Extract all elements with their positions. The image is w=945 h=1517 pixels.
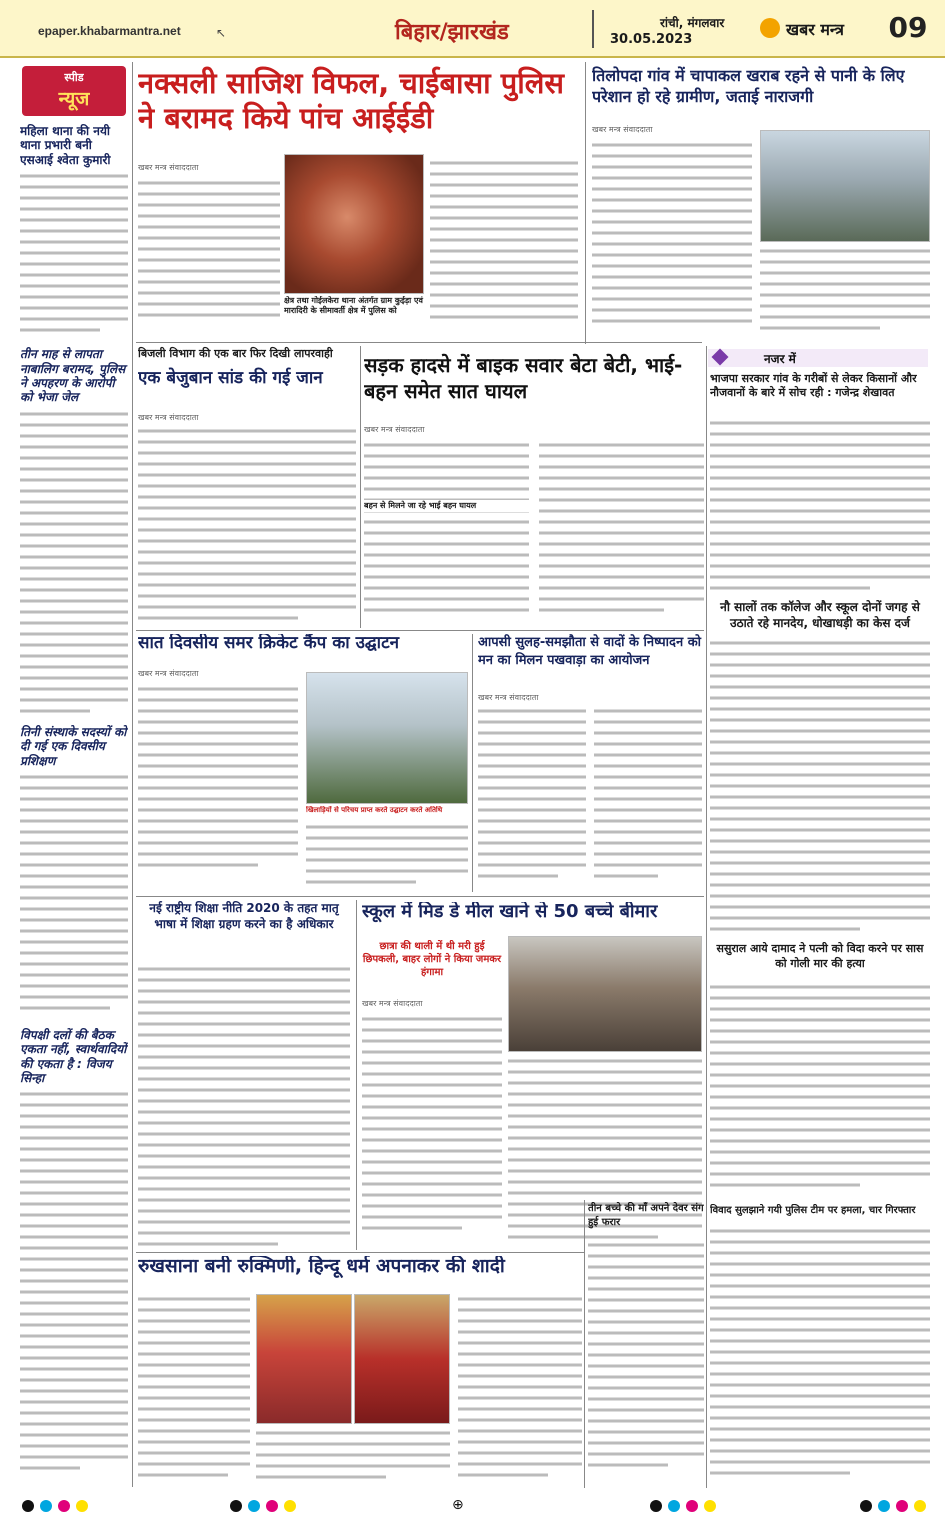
text-lines (710, 638, 930, 938)
registration-dot-icon (704, 1500, 716, 1512)
registration-dot-icon (40, 1500, 52, 1512)
vivad-headline[interactable]: विवाद सुलझाने गयी पुलिस टीम पर हमला, चार गिरफ्तार (710, 1205, 916, 1216)
damad-headline[interactable]: ससुराल आये दामाद ने पत्नी को विदा करने पर सास को गोली मार की हत्या (716, 942, 924, 970)
row-rule (136, 1252, 584, 1253)
section-title: बिहार/झारखंड (395, 20, 509, 45)
tilopada-headline-block (592, 66, 930, 124)
text-lines (138, 426, 356, 626)
vivad-headline-block (710, 1204, 930, 1224)
text-lines (138, 1294, 250, 1488)
text-lines (364, 440, 704, 626)
lead-body-col2 (430, 158, 578, 328)
page-number: 09 (888, 11, 928, 44)
row-rule (136, 342, 702, 343)
cricket-body-col1 (138, 684, 298, 884)
college-headline-block (710, 600, 930, 636)
cricket-byline: खबर मन्त्र संवाददाता (138, 669, 199, 678)
lead-headline[interactable]: नक्सली साजिश विफल, चाईबासा पुलिस ने बरामद किये पांच आईईडी (138, 66, 565, 135)
tilopada-body-col1 (592, 140, 752, 340)
column-rule (132, 62, 133, 1487)
text-lines (760, 246, 930, 340)
badge-top: स्पीड (64, 71, 84, 84)
bijli-headline[interactable]: एक बेजुबान सांड की गई जान (138, 368, 323, 388)
cricket-caption: खिलाड़ियों से परिचय प्राप्त करते उद्घाटन करते अतिथि (306, 806, 443, 814)
text-lines (138, 684, 298, 884)
row-rule (136, 896, 704, 897)
text-lines (710, 418, 930, 596)
text-lines (478, 706, 702, 892)
text-lines (458, 1294, 582, 1488)
shiksha-headline-block (138, 900, 350, 960)
sadak-headline[interactable]: सड़क हादसे में बाइक सवार बेटा बेटी, भाई-बहन समेत सात घायल (364, 353, 683, 403)
devar-headline-block (588, 1202, 704, 1238)
rukhsana-body-col1 (138, 1294, 250, 1488)
registration-dot-icon (22, 1500, 34, 1512)
sadak-byline: खबर मन्त्र संवाददाता (364, 425, 425, 434)
pakhwada-body (478, 706, 702, 892)
bride-photo (354, 1294, 450, 1424)
registration-dot-icon (248, 1500, 260, 1512)
vivad-body (710, 1226, 930, 1488)
text-lines (20, 171, 128, 341)
nazar-headline[interactable]: भाजपा सरकार गांव के गरीबों से लेकर किसानों और नौजवानों के बारे में सोच रही : गजेन्द्र शेखावत (710, 372, 917, 400)
devar-headline[interactable]: तीन बच्चे की माँ अपने देवर संग हुई फरार (588, 1203, 704, 1228)
mdm-kicker: छात्रा की थाली में थी मरी हुई छिपकली, बाहर लोगों ने किया जमकर हंगामा (362, 941, 502, 978)
text-lines (20, 772, 128, 1022)
cricket-headline[interactable]: सात दिवसीय समर क्रिकेट कैंप का उद्घाटन (138, 634, 400, 653)
cricket-caption-block (306, 806, 468, 818)
sidebar-story-headline[interactable]: तीन माह से लापता नाबालिग बरामद, पुलिस ने अपहरण के आरोपी को भेजा जेल (20, 347, 126, 405)
tilopada-byline-block (592, 124, 742, 138)
registration-dot-icon (284, 1500, 296, 1512)
tilopada-headline[interactable]: तिलोपदा गांव में चापाकल खराब रहने से पानी के लिए परेशान हो रहे ग्रामीण, जताई नाराजगी (592, 66, 905, 106)
sidebar-story-headline[interactable]: तिनी संस्थाके सदस्यों को दी गई एक दिवसीय प्रशिक्षण (20, 724, 127, 768)
sidebar-story-body (20, 409, 128, 719)
bijli-byline-block (138, 412, 258, 424)
registration-dot-icon (860, 1500, 872, 1512)
text-lines (362, 1014, 502, 1250)
mdm-byline: खबर मन्त्र संवाददाता (362, 999, 423, 1008)
badge-bottom: न्यूज (58, 88, 90, 110)
text-lines (588, 1240, 704, 1488)
text-lines (430, 158, 578, 328)
cricket-body-col2 (306, 822, 468, 892)
text-lines (138, 178, 280, 328)
column-rule (584, 1200, 585, 1488)
pakhwada-byline: खबर मन्त्र संवाददाता (478, 693, 539, 702)
row-rule (136, 630, 704, 631)
pakhwada-byline-block (478, 692, 598, 704)
epaper-url[interactable]: epaper.khabarmantra.net (38, 24, 181, 38)
pakhwada-headline[interactable]: आपसी सुलह-समझौता से वादों के निष्पादन को मन का मिलन पखवाड़ा का आयोजन (478, 635, 702, 668)
text-lines (20, 1089, 128, 1488)
registration-dot-icon (230, 1500, 242, 1512)
college-headline[interactable]: नौ सालों तक कॉलेज और स्कूल दोनों जगह से उठाते रहे मानदेय, धोखाधड़ी का केस दर्ज (720, 600, 920, 630)
nazar-tag: नजर में (764, 352, 796, 366)
lead-body-col1 (138, 178, 280, 328)
sidebar-story-body (20, 1089, 128, 1488)
devar-body (588, 1240, 704, 1488)
groom-photo (256, 1294, 352, 1424)
registration-dot-icon (896, 1500, 908, 1512)
sadak-headline-block (364, 352, 704, 422)
lead-headline-block (138, 66, 580, 156)
ied-photo (284, 154, 424, 294)
nazar-body (710, 418, 930, 596)
bijli-headline-block (138, 346, 358, 410)
shiksha-headline[interactable]: नई राष्ट्रीय शिक्षा नीति 2020 के तहत मातृ भाषा में शिक्षा ग्रहण करने का है अधिकार (149, 901, 339, 932)
bijli-byline: खबर मन्त्र संवाददाता (138, 413, 199, 422)
registration-dot-icon (686, 1500, 698, 1512)
mdm-headline-block (362, 902, 702, 934)
tilopada-byline: खबर मन्त्र संवाददाता (592, 125, 653, 134)
damad-headline-block (710, 942, 930, 980)
mdm-headline[interactable]: स्कूल में मिड डे मील खाने से 50 बच्चे बीमार (362, 902, 658, 922)
text-lines (710, 982, 930, 1200)
text-lines (592, 140, 752, 340)
registration-dot-icon (878, 1500, 890, 1512)
sadak-byline-block (364, 424, 494, 436)
bijli-body (138, 426, 356, 626)
mdm-byline-block (362, 998, 502, 1010)
text-lines (710, 1226, 930, 1488)
college-body (710, 638, 930, 938)
tilopada-body-col2 (760, 246, 930, 340)
lead-caption: क्षेत्र तथा गोईलकेरा थाना अंतर्गत ग्राम कुईड़ा एवं मारादिरी के सीमावर्ती क्षेत्र में पुलिस को (284, 296, 423, 315)
lead-caption-block (284, 296, 424, 326)
registration-dot-icon (266, 1500, 278, 1512)
cricket-byline-block (138, 668, 278, 680)
rukhsana-headline[interactable]: रुखसाना बनी रुक्मिणी, हिन्दू धर्म अपनाकर की शादी (138, 1256, 505, 1277)
rukhsana-body-col2 (256, 1428, 450, 1488)
edition-date: 30.05.2023 (610, 32, 693, 47)
lead-byline: खबर मन्त्र संवाददाता (138, 163, 199, 172)
speed-news-badge (22, 66, 126, 116)
cricket-headline-block (138, 634, 468, 664)
nazar-headline-block (710, 372, 930, 416)
registration-dot-icon (650, 1500, 662, 1512)
registration-dot-icon (58, 1500, 70, 1512)
sidebar-story-body (20, 772, 128, 1022)
lead-byline-block (138, 158, 278, 176)
text-lines (256, 1428, 450, 1488)
sadak-subhead-block (364, 500, 529, 512)
shiksha-body (138, 964, 350, 1254)
sidebar-story-headline[interactable]: विपक्षी दलों की बैठक एकता नहीं, स्वार्थवादियों की एकता है : विजय सिन्हा (20, 1027, 127, 1086)
print-registration-bar (0, 1495, 945, 1517)
brand-logo-icon (760, 18, 780, 38)
text-lines (306, 822, 468, 892)
pakhwada-headline-block (478, 634, 702, 688)
masthead (0, 0, 945, 58)
sidebar-story-headline[interactable]: महिला थाना की नयी थाना प्रभारी बनी एसआई श्वेता कुमारी (20, 124, 111, 167)
masthead-divider (592, 10, 594, 48)
cricket-photo (306, 672, 468, 804)
registration-dot-icon (914, 1500, 926, 1512)
registration-dot-icon (668, 1500, 680, 1512)
mdm-photo (508, 936, 702, 1052)
rukhsana-body-col3 (458, 1294, 582, 1488)
crosshair-icon: ⊕ (452, 1497, 464, 1513)
text-lines (138, 964, 350, 1254)
sidebar (20, 118, 128, 1488)
place-day: रांची, मंगलवार (660, 16, 725, 30)
column-rule (360, 346, 361, 628)
damad-body (710, 982, 930, 1200)
rukhsana-headline-block (138, 1256, 582, 1290)
sidebar-story-body (20, 171, 128, 341)
text-lines (20, 409, 128, 719)
cursor-icon: ↖ (216, 26, 227, 40)
brand-name: खबर मन्त्र (786, 20, 844, 39)
tag-marker-icon (712, 349, 729, 366)
column-rule (706, 346, 707, 1488)
nazar-tag-bar (708, 349, 928, 367)
sadak-subhead: बहन से मिलने जा रहे भाई बहन घायल (364, 501, 477, 510)
column-rule (356, 900, 357, 1250)
mdm-body-col1 (362, 1014, 502, 1250)
bijli-kicker: बिजली विभाग की एक बार फिर दिखी लापरवाही (138, 347, 333, 360)
mdm-kicker-block (362, 940, 502, 996)
column-rule (472, 634, 473, 892)
sadak-body (364, 440, 704, 626)
column-rule (585, 62, 586, 344)
registration-dot-icon (76, 1500, 88, 1512)
tilopada-photo (760, 130, 930, 242)
